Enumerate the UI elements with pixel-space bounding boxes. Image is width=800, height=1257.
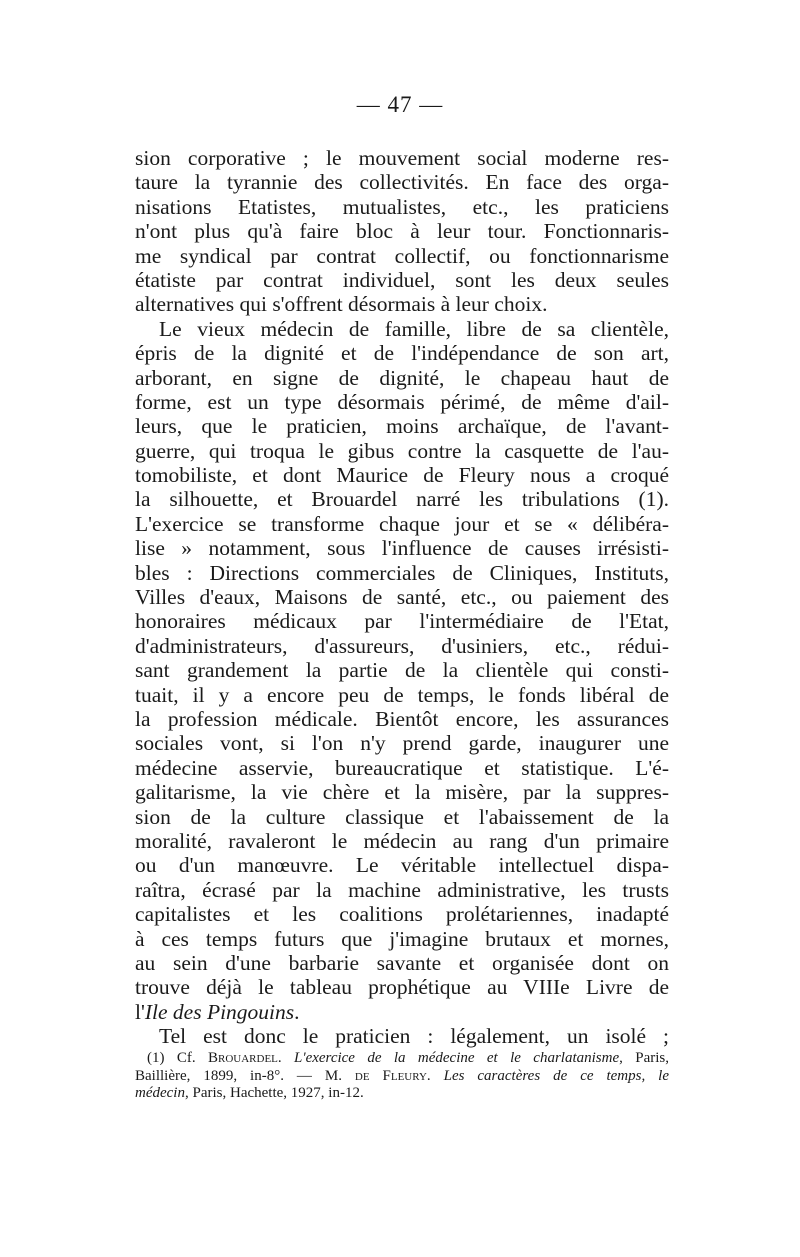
text-fragment: , Paris, Hachette, 1927, in-12. xyxy=(184,1085,364,1101)
text-line: raîtra, écrasé par la machine administrative, les trusts xyxy=(135,877,669,902)
text-line: la profession médicale. Bientôt encore, les assurances xyxy=(135,706,669,731)
text-fragment: . xyxy=(277,1050,295,1066)
text-line: galitarisme, la vie chère et la misère, par la suppres- xyxy=(135,780,669,805)
text-fragment: . xyxy=(426,1067,444,1084)
text-line: au sein d'une barbarie savante et organisée dont on xyxy=(135,950,669,975)
author-name: de Fleury xyxy=(354,1067,427,1084)
text-fragment: . xyxy=(294,999,300,1024)
author-name: Brouardel xyxy=(207,1050,278,1066)
text-line: forme, est un type désormais périmé, de même d'ail- xyxy=(135,389,669,414)
text-line: alternatives qui s'offrent désormais à leur choix. xyxy=(135,292,548,317)
work-title: Les caractères de ce temps, le xyxy=(443,1067,669,1084)
footnote xyxy=(135,1050,669,1103)
page-number: — 47 — xyxy=(356,92,444,117)
text-line: moralité, ravaleront le médecin au rang d'un primaire xyxy=(135,828,669,853)
text-line: la silhouette, et Brouardel narré les tribulations (1). xyxy=(135,487,669,512)
text-line: bles : Directions commerciales de Cliniques, Instituts, xyxy=(135,560,669,585)
footnote-line xyxy=(135,1050,669,1068)
text-line: leurs, que le praticien, moins archaïque, de l'avant- xyxy=(135,414,669,439)
text-line: médecine asservie, bureaucratique et statistique. L'é- xyxy=(135,755,669,780)
text-line: tuait, il y a encore peu de temps, le fonds libéral de xyxy=(135,682,669,707)
footnote-line xyxy=(135,1085,669,1103)
text-line: honoraires médicaux par l'intermédiaire de l'Etat, xyxy=(135,609,669,634)
text-line: taure la tyrannie des collectivités. En face des orga- xyxy=(135,170,669,195)
body-text xyxy=(135,146,669,1048)
text-line xyxy=(135,1000,669,1024)
work-title: L'exercice de la médecine et le charlatanisme xyxy=(294,1050,620,1066)
book-title: Ile des Pingouins xyxy=(144,999,295,1024)
text-line: étatiste par contrat individuel, sont les deux seules xyxy=(135,267,669,292)
work-title: médecin xyxy=(135,1085,185,1101)
text-line: n'ont plus qu'à faire bloc à leur tour. Fonctionnaris- xyxy=(135,219,669,244)
text-line: Villes d'eaux, Maisons de santé, etc., ou paiement des xyxy=(135,585,669,610)
text-line: capitalistes et les coalitions prolétariennes, inadapté xyxy=(135,902,669,927)
text-fragment: Baillière, 1899, in-8°. — M. xyxy=(135,1067,355,1084)
text-line: me syndical par contrat collectif, ou fonctionnarisme xyxy=(135,243,669,268)
text-line: nisations Etatistes, mutualistes, etc., les praticiens xyxy=(135,194,669,219)
text-line: sant grandement la partie de la clientèle qui consti- xyxy=(135,658,669,683)
text-line: guerre, qui troqua le gibus contre la casquette de l'au- xyxy=(135,438,669,463)
footnote-line xyxy=(135,1068,669,1086)
text-line: ou d'un manœuvre. Le véritable intellectuel dispa- xyxy=(135,853,669,878)
text-line: trouve déjà le tableau prophétique au VIIIe Livre de xyxy=(135,975,669,1000)
text-fragment: l' xyxy=(135,999,145,1024)
text-line: arborant, en signe de dignité, le chapeau haut de xyxy=(135,365,669,390)
text-line: sion de la culture classique et l'abaissement de la xyxy=(135,804,669,829)
text-fragment: , Paris, xyxy=(619,1050,669,1066)
text-line: lise » notamment, sous l'influence de causes irrésisti- xyxy=(135,536,669,561)
text-line: d'administrateurs, d'assureurs, d'usiniers, etc., rédui- xyxy=(135,633,669,658)
text-line: sociales vont, si l'on n'y prend garde, inaugurer une xyxy=(135,731,669,756)
text-line: épris de la dignité et de l'indépendance de son art, xyxy=(135,341,669,366)
text-fragment: (1) Cf. xyxy=(147,1050,208,1066)
text-line: tomobiliste, et dont Maurice de Fleury nous a croqué xyxy=(135,463,669,488)
text-line: sion corporative ; le mouvement social moderne res- xyxy=(135,146,669,170)
text-line: L'exercice se transforme chaque jour et se « délibéra- xyxy=(135,511,669,536)
text-line: à ces temps futurs que j'imagine brutaux et mornes, xyxy=(135,926,669,951)
paragraph-start-line: Le vieux médecin de famille, libre de sa clientèle, xyxy=(159,316,669,341)
paragraph-start-line: Tel est donc le praticien : légalement, un isolé ; xyxy=(159,1024,669,1049)
